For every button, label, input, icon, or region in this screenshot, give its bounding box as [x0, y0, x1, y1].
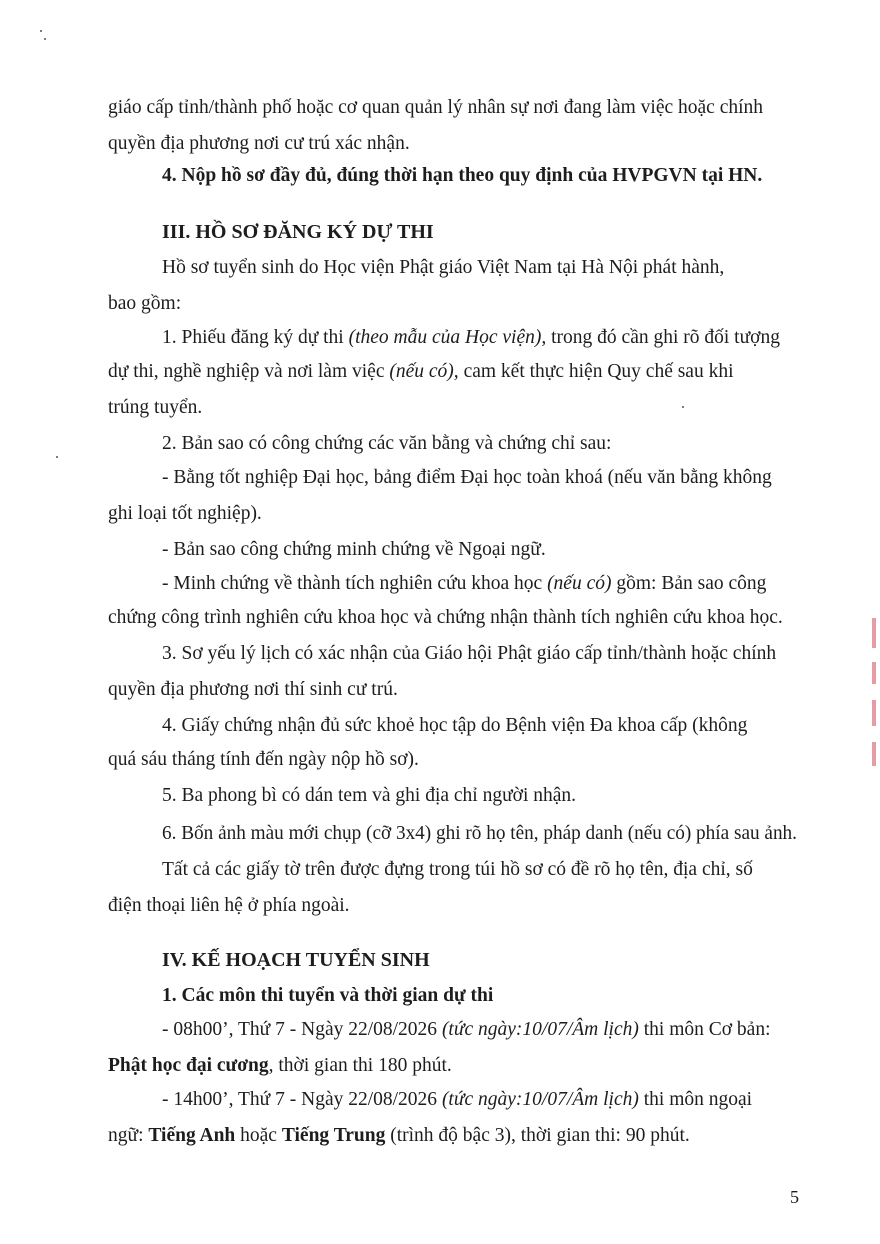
- text-segment: Tiếng Anh: [148, 1125, 236, 1146]
- text-line: [162, 784, 576, 808]
- text-segment: 3. Sơ yếu lý lịch có xác nhận của Giáo hội Phật giáo cấp tỉnh/thành hoặc chính: [162, 643, 777, 664]
- text-segment: hoặc: [235, 1125, 282, 1146]
- scan-speck: [682, 406, 684, 408]
- text-segment: ngữ:: [108, 1125, 149, 1146]
- text-segment: 1. Phiếu đăng ký dự thi: [162, 327, 349, 348]
- text-line: [162, 1088, 752, 1112]
- text-line: [162, 538, 546, 562]
- text-segment: - Bản sao công chứng minh chứng về Ngoại ngữ.: [162, 539, 546, 560]
- text-segment: Tất cả các giấy tờ trên được đựng trong túi hồ sơ có đề rõ họ tên, địa chỉ, số: [162, 859, 753, 880]
- text-line: [162, 1018, 771, 1042]
- text-segment: quyền địa phương nơi thí sinh cư trú.: [108, 679, 398, 700]
- scan-edge-mark: [872, 618, 876, 648]
- scan-edge-mark: [872, 742, 876, 766]
- text-line: [108, 360, 734, 384]
- page-number: 5: [790, 1187, 799, 1207]
- text-line: [108, 96, 763, 120]
- text-segment: điện thoại liên hệ ở phía ngoài.: [108, 895, 350, 916]
- text-line: [162, 466, 772, 490]
- text-line: [162, 822, 797, 846]
- text-line: [162, 326, 780, 350]
- text-segment: trong đó cần ghi rõ đối tượng: [546, 327, 780, 348]
- text-segment: - 14h00’, Thứ 7 - Ngày 22/08/2026: [162, 1089, 442, 1110]
- text-segment: Phật học đại cương: [108, 1055, 269, 1076]
- text-segment: Hồ sơ tuyển sinh do Học viện Phật giáo Việt Nam tại Hà Nội phát hành,: [162, 257, 725, 278]
- text-segment: , thời gian thi 180 phút.: [268, 1055, 452, 1076]
- text-segment: (tức ngày:10/07/Âm lịch): [441, 1019, 639, 1040]
- text-line: [162, 220, 434, 245]
- text-line: [108, 396, 202, 420]
- text-line: [108, 132, 410, 156]
- text-segment: gồm: Bản sao công: [611, 573, 767, 594]
- text-segment: 4. Nộp hồ sơ đầy đủ, đúng thời hạn theo quy định của HVPGVN tại HN.: [162, 165, 763, 186]
- scan-edge-mark: [872, 700, 876, 726]
- text-segment: cam kết thực hiện Quy chế sau khi: [458, 361, 734, 382]
- text-segment: (trình độ bậc 3), thời gian thi: 90 phút.: [385, 1125, 690, 1146]
- text-segment: Tiếng Trung: [281, 1125, 386, 1146]
- text-segment: 4. Giấy chứng nhận đủ sức khoẻ học tập do Bệnh viện Đa khoa cấp (không: [162, 715, 748, 736]
- text-line: [108, 606, 783, 630]
- text-segment: - 08h00’, Thứ 7 - Ngày 22/08/2026: [162, 1019, 442, 1040]
- text-segment: (tức ngày:10/07/Âm lịch): [441, 1089, 639, 1110]
- text-line: [108, 1054, 452, 1078]
- text-line: [162, 572, 766, 596]
- text-line: [108, 1124, 690, 1148]
- text-segment: (nếu có),: [389, 361, 459, 382]
- text-segment: quá sáu tháng tính đến ngày nộp hồ sơ).: [108, 749, 419, 770]
- text-line: [108, 502, 262, 526]
- text-line: [162, 714, 747, 738]
- text-line: [162, 164, 762, 188]
- scan-speck: [40, 30, 42, 32]
- text-segment: trúng tuyển.: [108, 397, 203, 418]
- text-segment: (nếu có): [547, 573, 612, 594]
- text-segment: bao gồm:: [108, 293, 182, 314]
- text-line: [162, 642, 776, 666]
- text-segment: chứng công trình nghiên cứu khoa học và chứng nhận thành tích nghiên cứu khoa học.: [108, 607, 783, 628]
- text-line: [108, 748, 419, 772]
- text-segment: 5. Ba phong bì có dán tem và ghi địa chỉ người nhận.: [162, 785, 577, 806]
- text-segment: 6. Bốn ảnh màu mới chụp (cỡ 3x4) ghi rõ họ tên, pháp danh (nếu có) phía sau ảnh.: [162, 823, 797, 844]
- text-segment: ghi loại tốt nghiệp).: [108, 503, 262, 524]
- text-line: [162, 858, 753, 882]
- text-segment: dự thi, nghề nghiệp và nơi làm việc: [108, 361, 390, 382]
- scan-speck: [56, 456, 58, 458]
- scan-edge-mark: [872, 662, 876, 684]
- text-line: [108, 292, 181, 316]
- text-segment: 2. Bản sao có công chứng các văn bằng và chứng chỉ sau:: [162, 433, 612, 454]
- text-line: [108, 678, 398, 702]
- text-segment: - Minh chứng về thành tích nghiên cứu khoa học: [162, 573, 548, 594]
- scan-speck: [44, 38, 46, 40]
- text-line: [162, 984, 493, 1008]
- text-segment: III. HỒ SƠ ĐĂNG KÝ DỰ THI: [162, 221, 434, 243]
- text-line: [108, 894, 350, 918]
- text-segment: (theo mẫu của Học viện),: [348, 327, 547, 348]
- text-segment: IV. KẾ HOẠCH TUYỂN SINH: [162, 949, 430, 971]
- text-line: [162, 948, 430, 973]
- text-segment: thi môn ngoại: [638, 1089, 753, 1110]
- text-line: [162, 256, 724, 280]
- text-segment: thi môn Cơ bản:: [638, 1019, 771, 1040]
- text-segment: quyền địa phương nơi cư trú xác nhận.: [108, 133, 410, 154]
- text-segment: giáo cấp tỉnh/thành phố hoặc cơ quan quản lý nhân sự nơi đang làm việc hoặc chính: [108, 97, 764, 118]
- text-segment: - Bằng tốt nghiệp Đại học, bảng điểm Đại học toàn khoá (nếu văn bằng không: [162, 467, 772, 488]
- text-line: [162, 432, 611, 456]
- text-segment: 1. Các môn thi tuyển và thời gian dự thi: [162, 985, 494, 1006]
